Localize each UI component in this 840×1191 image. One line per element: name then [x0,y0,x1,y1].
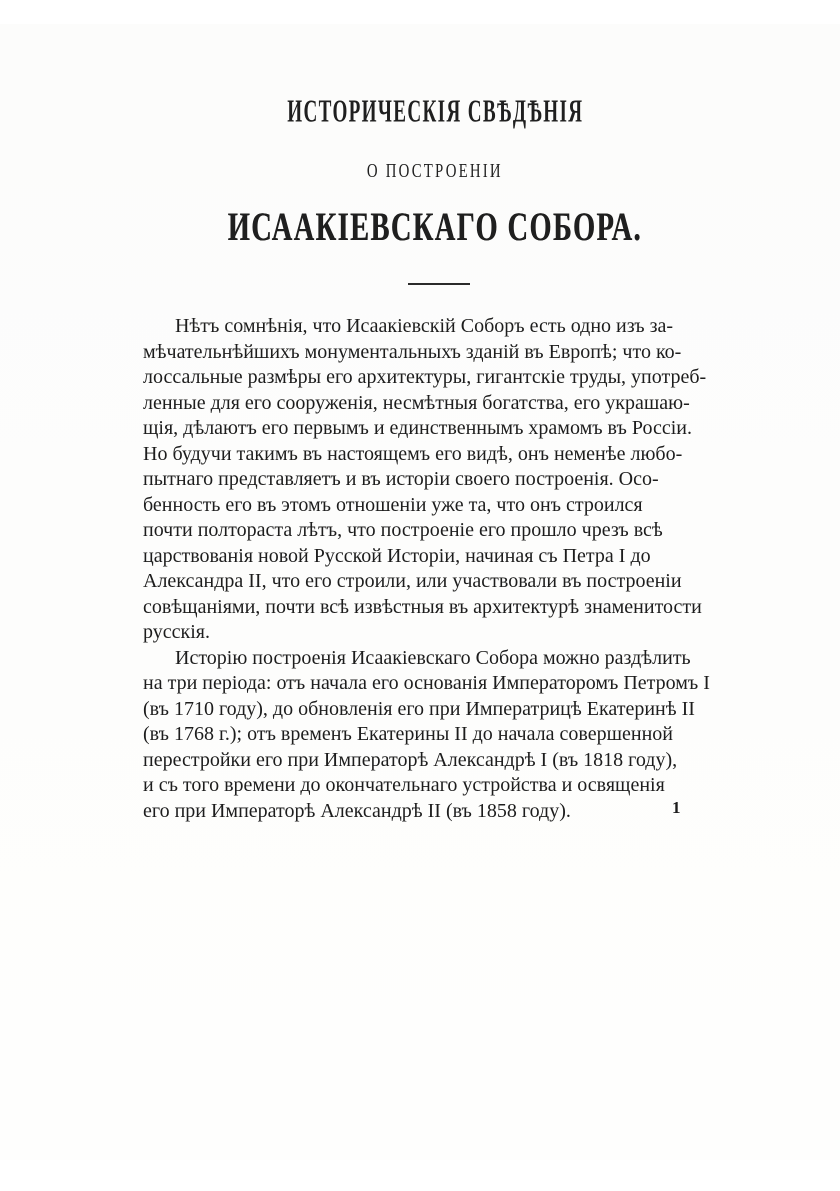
text-line: и съ того времени до окончательнаго устройства и освященія [143,774,665,796]
text-line: (въ 1710 году), до обновленія его при Императрицѣ Екатеринѣ II [143,697,695,720]
page-number: 1 [672,798,681,817]
text-line: мѣчательнѣйшихъ монументальныхъ зданій въ Европѣ; что ко- [143,340,682,363]
text-line: царствованія новой Русской Исторіи, начиная съ Петра I до [143,544,651,567]
text-line: его при Императорѣ Александрѣ II (въ 1858 году). [143,799,571,822]
ornamental-divider-rule [408,283,470,285]
text-line: лоссальные размѣры его архитектуры, гигантскіе труды, употреб- [143,366,707,388]
text-line: русскія. [143,621,210,643]
text-line: совѣщаніями, почти всѣ извѣстныя въ архитектурѣ знаменитости [143,595,702,618]
text-line: перестройки его при Императорѣ Александрѣ I (въ 1818 году), [143,748,678,771]
page-title-text: ИСААКІЕВСКАГО СОБОРА. [227,204,643,249]
text-line: (въ 1768 г.); отъ временъ Екатерины II до начала совершенной [143,723,673,745]
text-line: на три періода: отъ начала его основанія Императоромъ Петромъ I [143,672,710,694]
text-line: щія, дѣлаютъ его первымъ и единственнымъ храмомъ въ Россіи. [143,417,692,439]
text-line: Исторію построенія Исаакіевскаго Собора можно раздѣлить [175,646,691,669]
page-title [30,203,840,250]
text-line: ленные для его сооруженія, несмѣтныя богатства, его украшаю- [143,391,690,414]
subtitle-text: О ПОСТРОЕНІИ [367,160,503,182]
text-line: Нѣтъ сомнѣнія, что Исаакіевскій Соборъ есть одно изъ за- [175,315,674,337]
text-line: почти полтораста лѣтъ, что построеніе его прошло чрезъ всѣ [143,519,663,541]
text-line: Но будучи такимъ въ настоящемъ его видѣ, онъ неменѣе любо- [143,442,683,465]
text-line: Александра II, что его строили, или участвовали въ построеніи [143,570,682,592]
subtitle [30,160,840,183]
text-line: пытнаго представляетъ и въ исторіи своего построенія. Осо- [143,468,659,490]
text-line: бенность его въ этомъ отношеніи уже та, что онъ строился [143,493,643,516]
supertitle-text: ИСТОРИЧЕСКІЯ СВѢДѢНІЯ [286,94,584,130]
supertitle [30,96,840,129]
body-text [143,314,761,824]
